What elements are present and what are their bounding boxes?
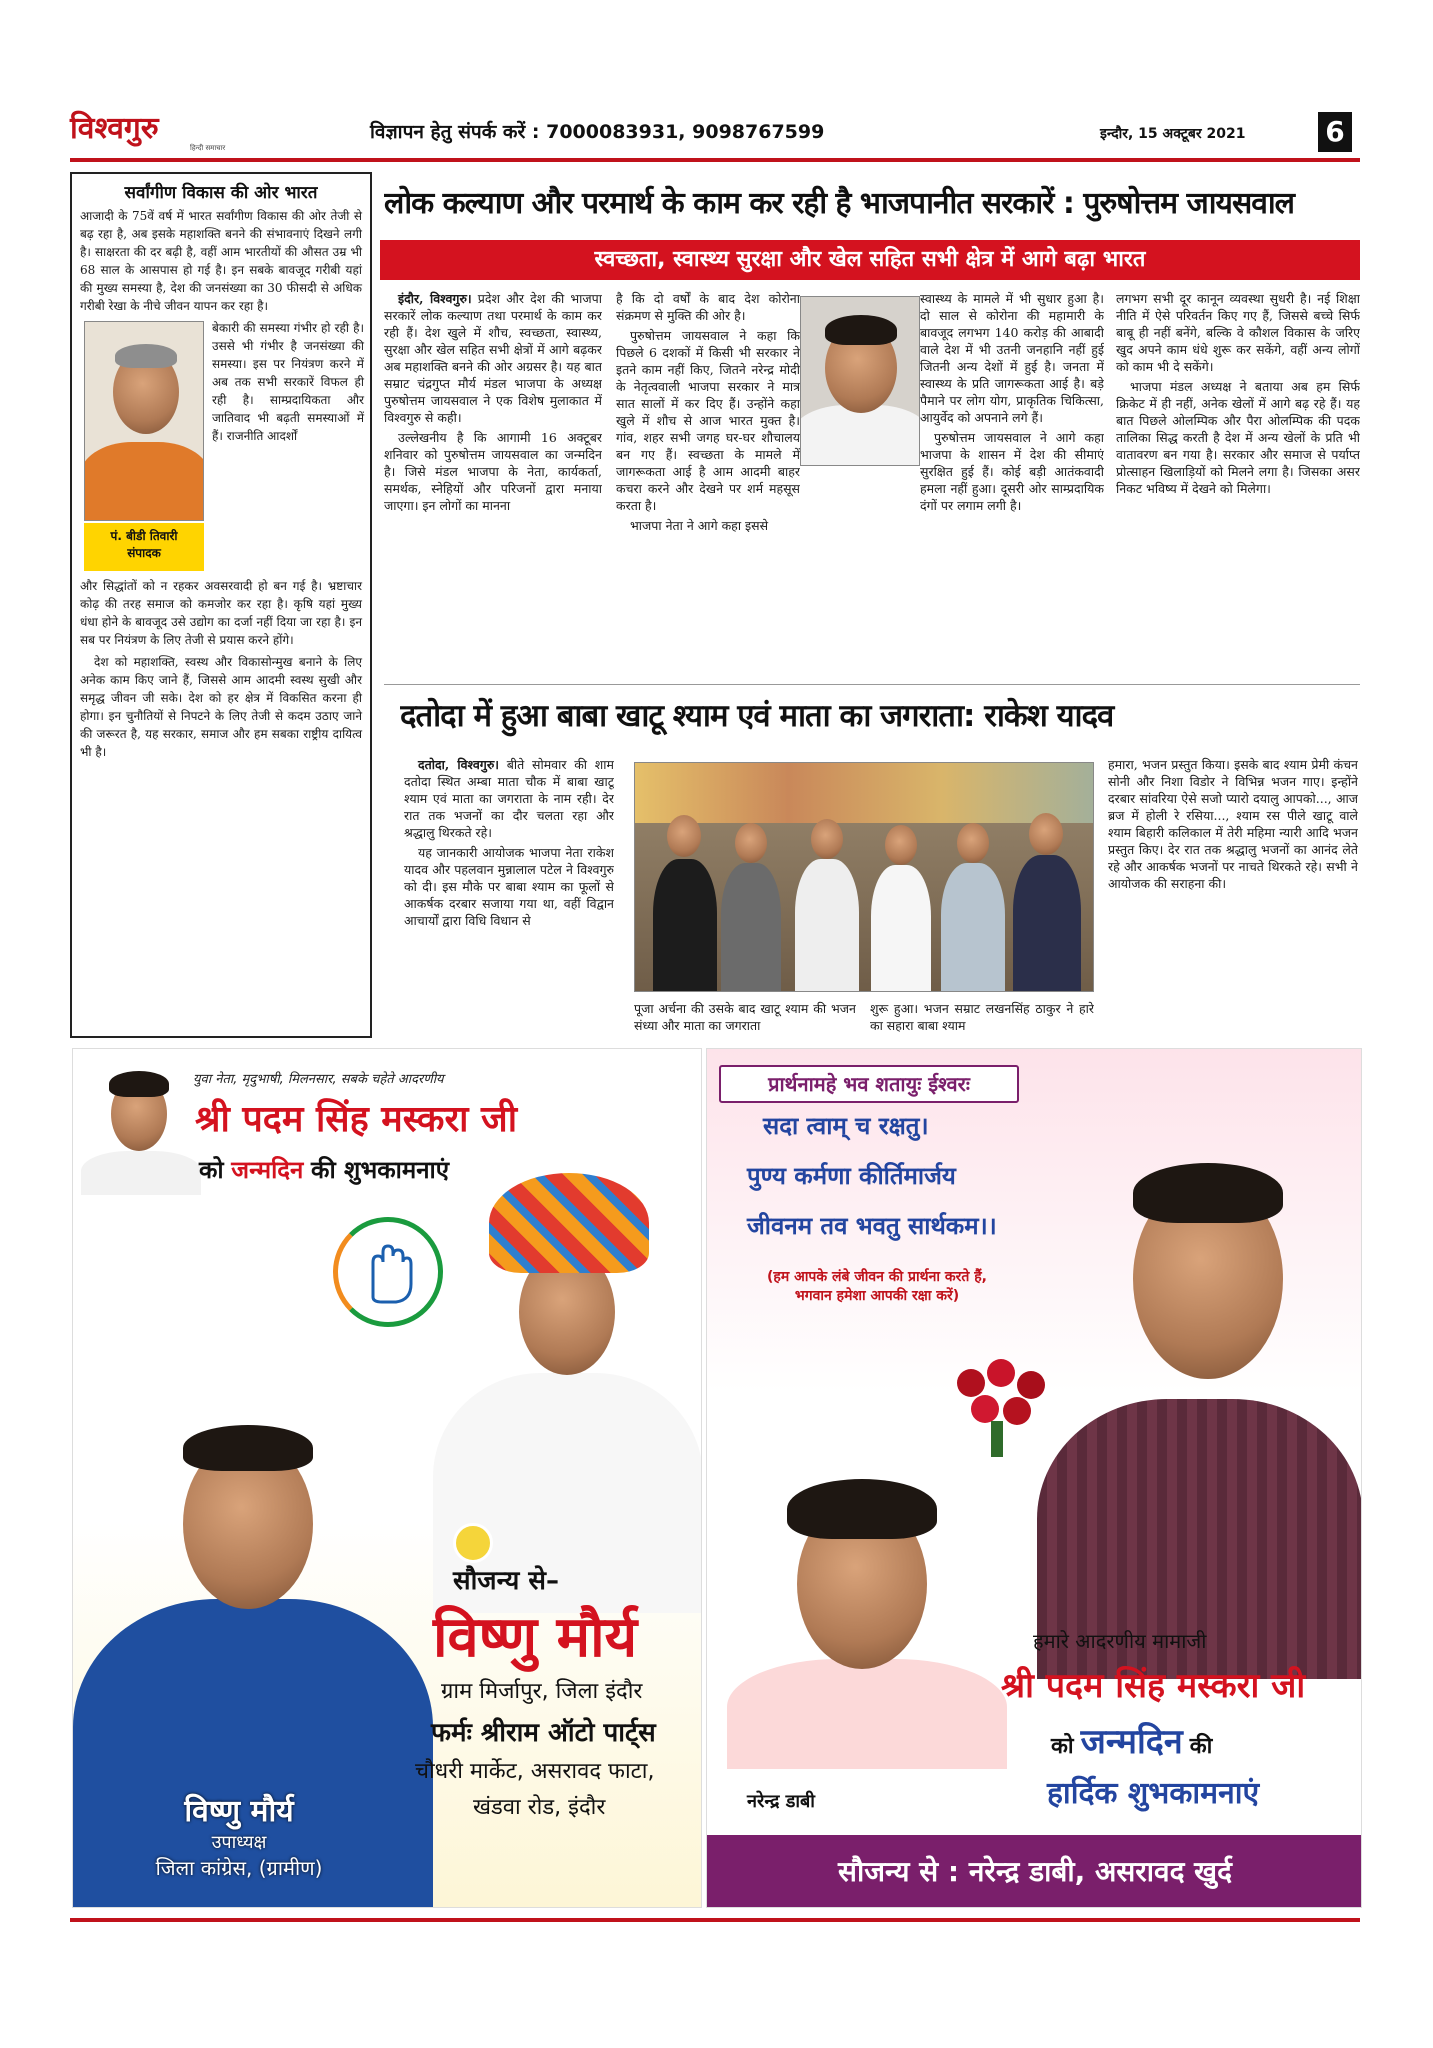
editor-caption: पं. बीडी तिवारी संपादक — [84, 523, 204, 571]
story1-col2: है कि दो वर्षों के बाद देश कोरोना संक्रमण से मुक्ति की ओर है। पुरुषोत्तम जायसवाल ने कहा कि पिछले 6 दशकों में किसी भी सरकार ने इतने काम नहीं किए, जितने नरेन्द्र मोदी के नेतृत्ववाली भाजपा सरकार ने मात्र सात सालों में कर दिए हैं। उन्होंने कहा खुले में शौच से आज भारत मुक्त है। गांव, शहर सभी जगह घर-घर शौचालय बन गए हैं। स्वच्छता के मामले में जागरूकता आई है आम आदमी बाहर कचरा करने और देखने पर शर्म महसूस करता है। भाजपा नेता ने आगे कहा इससे — [616, 291, 800, 533]
ad-left-sponsor: विष्णु मौर्य — [433, 1605, 638, 1670]
narendra-dabi-photo — [727, 1439, 1007, 1769]
editorial-box — [70, 172, 372, 1038]
shloka-line-4: जीवनम तव भवतु सार्थकम।। — [747, 1212, 997, 1240]
ad-left — [72, 1048, 702, 1908]
ad-right-wish: को जन्मदिन की — [1051, 1722, 1213, 1762]
ad-right-respect: हमारे आदरणीय मामाजी — [1033, 1629, 1207, 1653]
logo: विश्वगुरु हिन्दी समाचार — [70, 111, 226, 152]
jagrata-photo — [634, 762, 1094, 992]
ad-contact: विज्ञापन हेतु संपर्क करें : 7000083931, 9098767599 — [370, 121, 825, 143]
story1-col1: इंदौर, विश्वगुरु। प्रदेश और देश की भाजपा सरकारें लोक कल्याण तथा परमार्थ के काम कर रही हैं। देश खुले में शौच, स्वच्छता, स्वास्थ्य, सुरक्षा और खेल सहित सभी क्षेत्रों में आगे बढ़कर अब महाशक्ति बनने की ओर अग्रसर है। यह बात सम्राट चंद्रगुप्त मौर्य मंडल भाजपा के अध्यक्ष पुरुषोत्तम जायसवाल ने एक विशेष मुलाकात में विश्वगुरु से कही। उल्लेखनीय है कि आगामी 16 अक्टूबर शनिवार को पुरुषोत्तम जायसवाल का जन्मदिन है। जिसे मंडल भाजपा के नेता, कार्यकर्ता, समर्थक, स्नेहियों और परिजनों द्वारा मनाया जाएगा। इन लोगों का मानना — [384, 291, 602, 513]
padam-singh-suit-photo — [1037, 1119, 1362, 1679]
editorial-p4: देश को महाशक्ति, स्वस्थ और विकासोन्मुख बनाने के लिए अनेक काम किए जाने हैं, जिससे आम आदमी स्वस्थ सुखी और समृद्ध जीवन जी सके। देश को हर क्षेत्र में विकसित करना ही होगा। इन चुनौतियों से निपटने के लिए तेजी से कदम उठाए जाने की जरूरत है, यह सरकार, समाज और हम सबका राष्ट्रीय दायित्व भी है। — [80, 655, 362, 759]
story1-col4: लगभग सभी दूर कानून व्यवस्था सुधरी है। नई शिक्षा नीति में ऐसे परिवर्तन किए गए हैं, जिससे बच्चे सिर्फ बाबू ही नहीं बनेंगे, बल्कि वे कौशल विकास के जरिए खुद अपने काम धंधे शुरू कर सकेंगे, वहीं अन्य लोगों को काम भी दे सकेंगे। भाजपा मंडल अध्यक्ष ने बताया अब हम सिर्फ क्रिकेट में ही नहीं, अनेक खेलों में आगे बढ़ रहे हैं। यह बात पिछले ओलम्पिक और पैरा ओलम्पिक की पदक तालिका सिद्ध करती है देश में अन्य खेलों के प्रति भी वातावरण बन गया है। सरकार और समाज से पर्याप्त प्रोत्साहन खिलाड़ियों को मिलने लगा है। जिसका असर निकट भविष्य में देखने को मिलेगा। — [1116, 291, 1360, 496]
story1-subhead: स्वच्छता, स्वास्थ्य सुरक्षा और खेल सहित सभी क्षेत्र में आगे बढ़ा भारत — [380, 240, 1360, 280]
editorial-p2: बेकारी की समस्या गंभीर हो रही है। उससे भी गंभीर है जनसंख्या की समस्या। इस पर नियंत्रण करने में अब तक सभी सरकारें विफल ही रही है। साम्प्रदायिकता और जातिवाद भी बढ़ती समस्याओं में हैं। राजनीति आदर्शों — [212, 321, 364, 443]
editorial-p1: आजादी के 75वें वर्ष में भारत सर्वांगीण विकास की ओर तेजी से बढ़ रहा है, अब इसके महाशक्ति बनने की संभावनाएं दिखने लगी है। साक्षरता की दर बढ़ी है, वहीं आम भारतीयों की औसत उम्र भी 68 साल के आसपास हो गई है। इन सबके बावजूद गरीबी यहां की मुख्य समस्या है, देश की जनसंख्या का 30 फीसदी से अधिक गरीबी रेखा के नीचे जीवन यापन कर रहा है। — [80, 209, 362, 313]
padam-singh-photo — [433, 1153, 702, 1613]
story1-col3: स्वास्थ्य के मामले में भी सुधार हुआ है। दो साल से कोरोना की महामारी के बावजूद लगभग 140 करोड़ की आबादी वाले देश में भी उतनी जनहानि नहीं हुई जितनी अन्य देशों में हुई है। जनता में स्वास्थ्य के प्रति जागरूकता आई है। बड़े पैमाने पर लोग योग, प्राकृतिक चिकित्सा, आयुर्वेद को अपनाने लगे हैं। पुरुषोत्तम जायसवाल ने आगे कहा भाजपा के शासन में देश की सीमाएं सुरक्षित हुई हैं। कोई बड़ी आतंकवादी हमला नहीं हुआ। दूसरी ओर साम्प्रदायिक दंगों पर लगाम लगी है। — [920, 291, 1104, 513]
page-number: 6 — [1318, 112, 1352, 152]
ad-left-wish: को जन्मदिन की शुभकामनाएं — [199, 1156, 450, 1184]
story2-col4: हमारा, भजन प्रस्तुत किया। इसके बाद श्याम प्रेमी कंचन सोनी और निशा विडोर ने विभिन्न भजन गाए। इन्होंने दरबार सांवरिया ऐसे सजो प्यारो दयालु आपको..., आज ब्रज में होली रे रसिया..., श्याम रस पीले खाटू वाले श्याम बिहारी कलिकाल में तेरी महिमा न्यारी आदि भजन प्रस्तुत किए। देर रात तक श्रद्धालु भजनों का आनंद लेते रहे और आकर्षक भजनों पर नाचते थिरकते रहे। सभी ने आयोजक की सराहना की। — [1108, 757, 1358, 891]
story2-below-photo-right: शुरू हुआ। भजन सम्राट लखनसिंह ठाकुर ने हारे का सहारा बाबा श्याम — [870, 1001, 1094, 1033]
story1-headline: लोक कल्याण और परमार्थ के काम कर रही है भाजपानीत सरकारें : पुरुषोत्तम जायसवाल — [384, 186, 1295, 221]
editorial-title: सर्वांगीण विकास की ओर भारत — [124, 183, 318, 203]
ad-left-village: ग्राम मिर्जापुर, जिला इंदौर — [441, 1679, 643, 1704]
ad-left-tagline: युवा नेता, मृदुभाषी, मिलनसार, सबके चहेते आदरणीय — [193, 1072, 444, 1087]
shloka-translation: (हम आपके लंबे जीवन की प्रार्थना करते हैं, भगवान हमेशा आपकी रक्षा करें) — [767, 1269, 987, 1304]
masthead-rule — [70, 158, 1360, 162]
ad-left-courtesy-label: सौजन्य से– — [453, 1566, 559, 1596]
inset-leader-photo — [81, 1065, 201, 1195]
masthead — [70, 112, 1360, 156]
story2-col1: दतोदा, विश्वगुरु। बीते सोमवार की शाम दतोदा स्थित अम्बा माता चौक में बाबा खाटू श्याम एवं माता का जगराता के नाम रही। देर रात तक भजनों का दौर चलता रहा और श्रद्धालु थिरकते रहे। यह जानकारी आयोजक भाजपा नेता राकेश यादव और पहलवान मुन्नालाल पटेल ने विश्वगुरु को दी। इस मौके पर बाबा श्याम का फूलों से आकर्षक दरबार सजाया गया था, वहीं विद्वान आचार्यों द्वारा विधि विधान से — [404, 757, 614, 928]
shloka-line-2: सदा त्वाम् च रक्षतु। — [763, 1112, 929, 1140]
ad-right-footer: सौजन्य से : नरेन्द्र डाबी, असरावद खुर्द — [707, 1835, 1362, 1908]
ad-right-wish2: हार्दिक शुभकामनाएं — [1047, 1776, 1260, 1811]
dateline: इन्दौर, 15 अक्टूबर 2021 — [1100, 126, 1246, 142]
ad-left-photo-caption: विष्णु मौर्य उपाध्यक्ष जिला कांग्रेस, (ग्रामीण) — [155, 1794, 323, 1880]
jaiswal-photo — [800, 296, 920, 466]
ad-right-photo-name: नरेन्द्र डाबी — [747, 1791, 815, 1812]
editorial-p3: और सिद्धांतों को न रहकर अवसरवादी हो बन गई है। भ्रष्टाचार कोढ़ की तरह समाज को कमजोर कर रहा है। कृषि यहां मुख्य धंधा होने के बावजूद उसे उद्योग का दर्जा नहीं दिया जा रहा है। इन सब पर नियंत्रण के लिए तेजी से प्रयास करने होंगे। — [80, 579, 362, 647]
ad-left-address2: खंडवा रोड, इंदौर — [473, 1795, 606, 1820]
story2-headline: दतोदा में हुआ बाबा खाटू श्याम एवं माता का जगराता: राकेश यादव — [400, 698, 1114, 734]
ad-left-address1: चौधरी मार्केट, असरावद फाटा, — [415, 1759, 655, 1784]
shloka-line-3: पुण्य कर्मणा कीर्तिमार्जय — [747, 1162, 956, 1190]
story2-rule — [384, 684, 1360, 685]
editor-photo — [84, 321, 204, 521]
story2-below-photo-left: पूजा अर्चना की उसके बाद खाटू श्याम की भजन संध्या और माता का जगराता — [634, 1001, 856, 1033]
ad-right-name: श्री पदम सिंह मस्करा जी — [1001, 1666, 1306, 1706]
ad-right — [706, 1048, 1362, 1908]
party-hand-icon — [333, 1217, 443, 1327]
page-footer-rule — [70, 1918, 1360, 1922]
ad-left-firm: फर्मः श्रीराम ऑटो पार्ट्स — [431, 1718, 656, 1748]
shloka-line-1: प्रार्थनामहे भव शतायुः ईश्वरः — [719, 1065, 1019, 1103]
ad-left-name: श्री पदम सिंह मस्करा जी — [195, 1099, 518, 1140]
